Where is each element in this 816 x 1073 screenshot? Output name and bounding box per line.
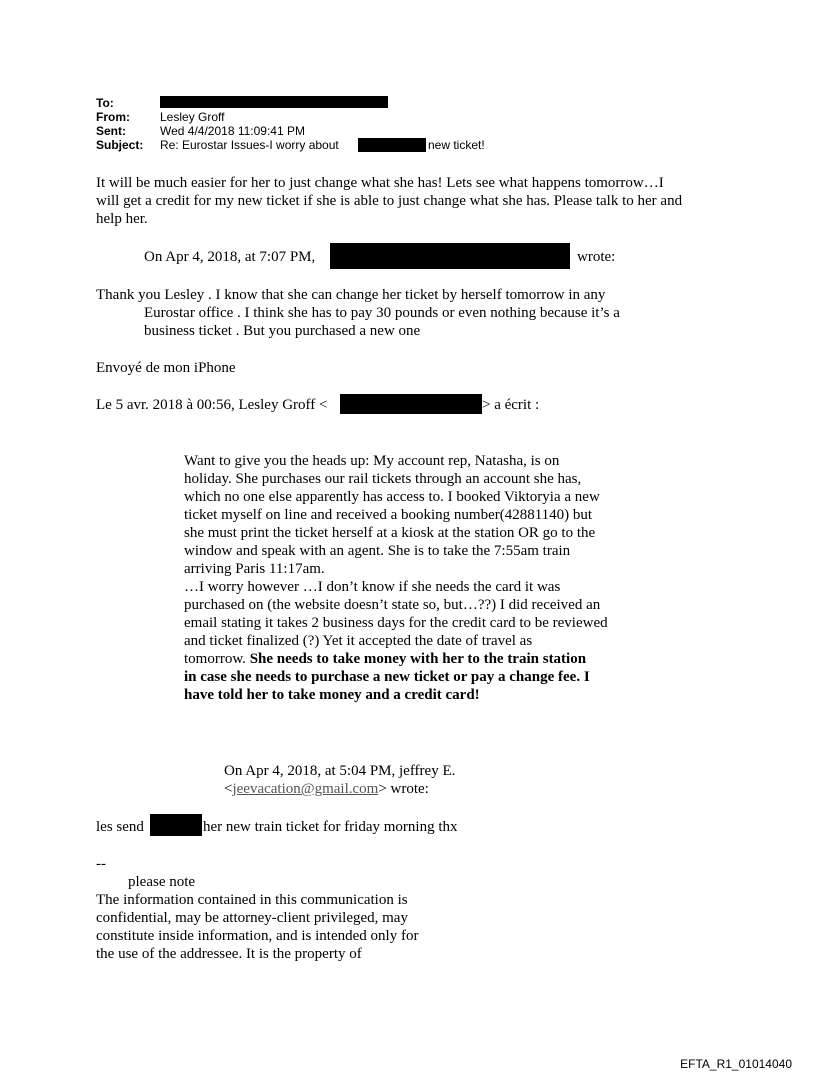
- redacted-subject-name: [358, 138, 426, 152]
- disclaimer-line: constitute inside information, and is intended only for: [96, 928, 419, 944]
- from-value: Lesley Groff: [160, 110, 225, 124]
- message-line-mixed: [184, 650, 586, 668]
- quote-header-start: Le 5 avr. 2018 à 00:56, Lesley Groff <: [96, 397, 328, 413]
- message-line: and ticket finalized (?) Yet it accepted the date of travel as: [184, 633, 533, 649]
- subject-value-end: new ticket!: [428, 138, 485, 152]
- subject-value-start: Re: Eurostar Issues-I worry about: [160, 138, 339, 152]
- message-bold-line: in case she needs to purchase a new ticket or pay a change fee. I: [184, 669, 590, 685]
- message-line: which no one else apparently has access to. I booked Viktoryia a new: [184, 489, 600, 505]
- message-line: …I worry however …I don’t know if she needs the card it was: [184, 579, 561, 595]
- quote-header-line: [224, 780, 429, 798]
- redacted-sender: [330, 243, 570, 269]
- quote-header-end: wrote:: [577, 249, 616, 265]
- signature: Envoyé de mon iPhone: [96, 360, 236, 376]
- reply-line: Eurostar office . I think she has to pay 30 pounds or even nothing because it’s a: [144, 305, 620, 321]
- body-paragraph-line: will get a credit for my new ticket if she is able to just change what she has. Please talk to her and: [96, 193, 683, 209]
- disclaimer-line: the use of the addressee. It is the property of: [96, 946, 362, 962]
- quote-header-line: On Apr 4, 2018, at 5:04 PM, jeffrey E.: [224, 763, 456, 779]
- redacted-recipient: [160, 96, 388, 108]
- short-message-start: les send: [96, 819, 144, 835]
- short-message-end: her new train ticket for friday morning thx: [203, 819, 458, 835]
- message-line: window and speak with an agent. She is to take the 7:55am train: [184, 543, 571, 559]
- angle-bracket: <: [224, 781, 233, 797]
- sent-label: Sent:: [96, 124, 126, 138]
- disclaimer-line: confidential, may be attorney-client privileged, may: [96, 910, 408, 926]
- redacted-email: [340, 394, 482, 414]
- redacted-name: [150, 814, 202, 836]
- message-line: Want to give you the heads up: My account rep, Natasha, is on: [184, 453, 560, 469]
- email-link[interactable]: jeevacation@gmail.com: [232, 781, 379, 797]
- please-note: please note: [128, 874, 196, 890]
- message-bold-line: have told her to take money and a credit card!: [184, 687, 480, 703]
- to-label: To:: [96, 96, 114, 110]
- signature-dashes: --: [96, 856, 106, 872]
- sent-value: Wed 4/4/2018 11:09:41 PM: [160, 124, 305, 138]
- message-line: email stating it takes 2 business days for the credit card to be reviewed: [184, 615, 608, 631]
- email-header: [0, 96, 816, 156]
- message-line: she must print the ticket herself at a kiosk at the station OR go to the: [184, 525, 596, 541]
- body-paragraph-line: help her.: [96, 211, 148, 227]
- reply-line: Thank you Lesley . I know that she can change her ticket by herself tomorrow in any: [96, 287, 606, 303]
- document-id: EFTA_R1_01014040: [680, 1057, 792, 1071]
- quote-header-end: > a écrit :: [482, 397, 540, 413]
- message-line: ticket myself on line and received a booking number(42881140) but: [184, 507, 593, 523]
- reply-line: business ticket . But you purchased a new one: [144, 323, 421, 339]
- body-paragraph-line: It will be much easier for her to just change what she has! Lets see what happens tomorrow…I: [96, 175, 664, 191]
- message-line: tomorrow.: [184, 651, 250, 667]
- disclaimer-line: The information contained in this communication is: [96, 892, 408, 908]
- message-bold-line: She needs to take money with her to the train station: [249, 651, 587, 667]
- quote-header-rest: > wrote:: [378, 781, 429, 797]
- message-line: holiday. She purchases our rail tickets through an account she has,: [184, 471, 582, 487]
- message-line: arriving Paris 11:17am.: [184, 561, 325, 577]
- from-label: From:: [96, 110, 130, 124]
- subject-label: Subject:: [96, 138, 144, 152]
- quote-header-start: On Apr 4, 2018, at 7:07 PM,: [144, 249, 316, 265]
- message-line: purchased on (the website doesn’t state so, but…??) I did received an: [184, 597, 601, 613]
